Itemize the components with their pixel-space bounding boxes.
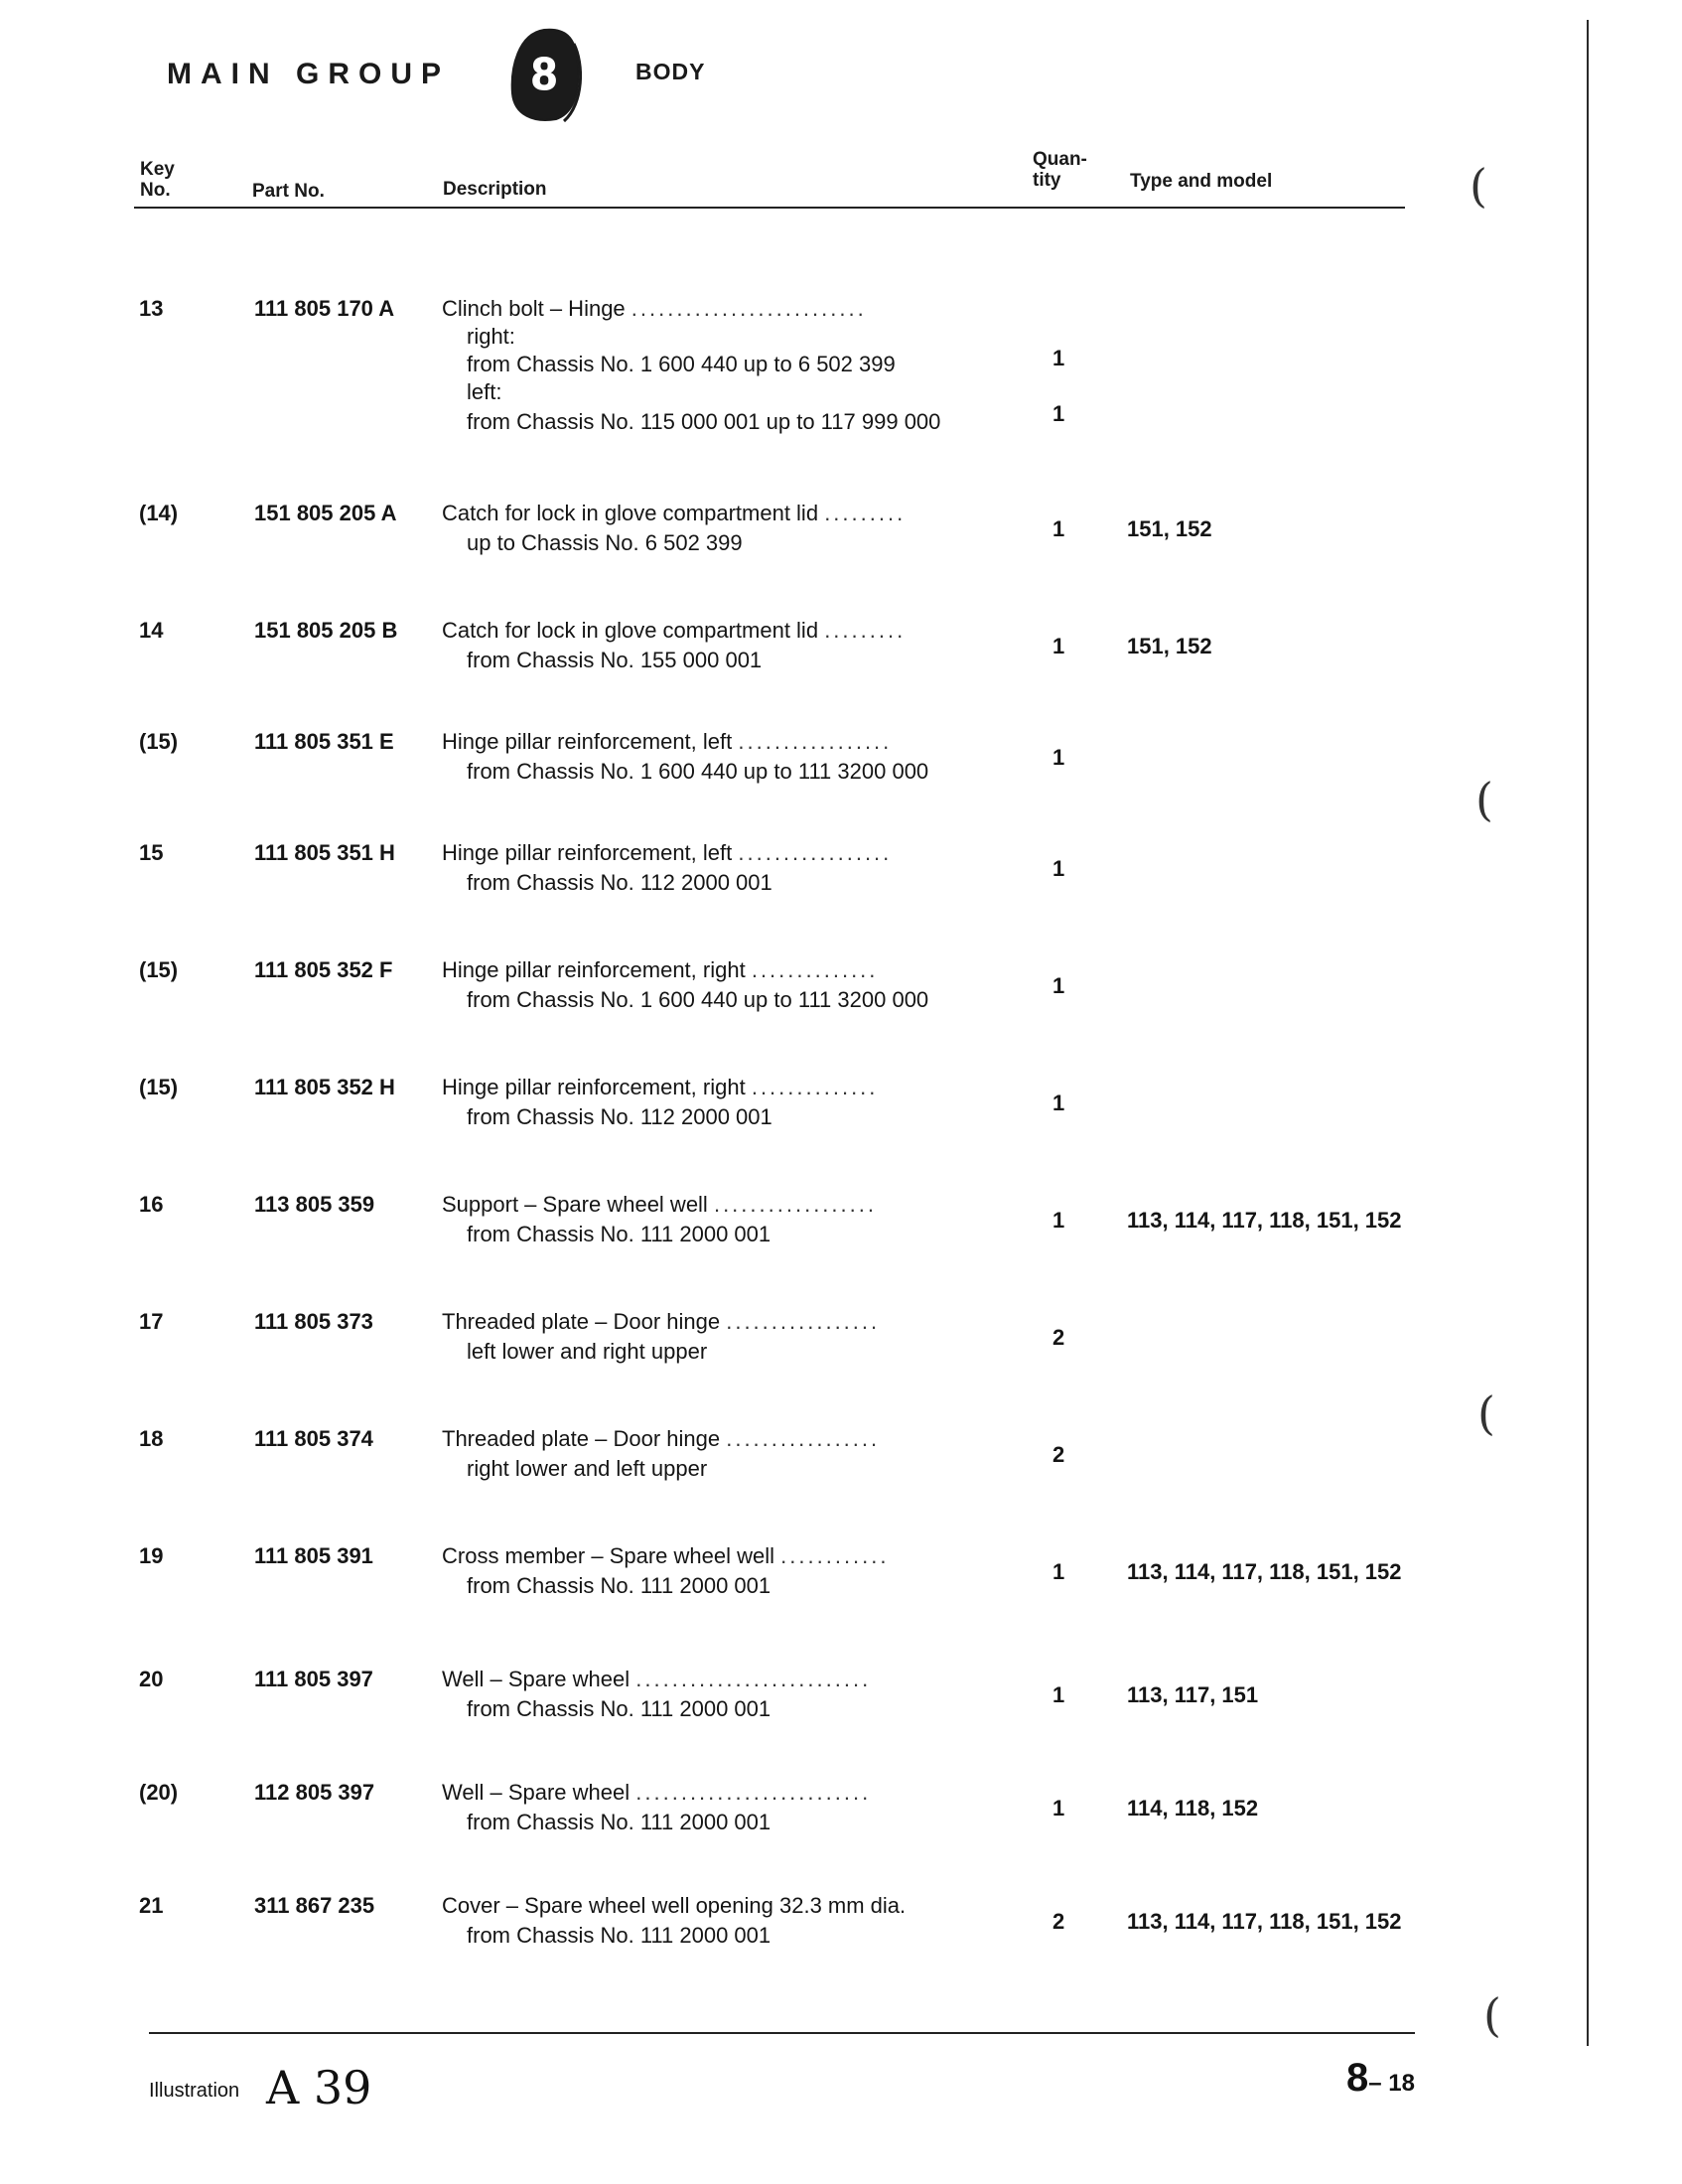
part-no: 311 867 235	[254, 1893, 375, 1918]
header-rule	[134, 207, 1405, 209]
part-no: 111 805 373	[254, 1309, 373, 1334]
quantity: 2	[1052, 1909, 1065, 1934]
key-no: 13	[139, 296, 164, 321]
description: Well – Spare wheel .......................... from Chassis No. 111 2000 001	[442, 1667, 872, 1721]
main-group-label: MAIN GROUP	[167, 58, 450, 90]
quantity: 1	[1052, 516, 1065, 541]
table-row	[139, 1541, 1470, 1621]
group-number: 8	[531, 48, 557, 99]
table-row	[139, 838, 1470, 918]
page-edge-line	[1587, 20, 1589, 2046]
part-no: 111 805 351 H	[254, 840, 395, 865]
description: Hinge pillar reinforcement, right .............. from Chassis No. 1 600 440 up to 111 3200 000	[442, 957, 929, 1012]
key-no: (15)	[139, 957, 179, 982]
description: Support – Spare wheel well .................. from Chassis No. 111 2000 001	[442, 1192, 877, 1246]
key-no: 15	[139, 840, 164, 865]
quantity: 1	[1052, 1091, 1065, 1115]
illustration-ref: A 39	[266, 2061, 372, 2114]
table-row	[139, 1665, 1470, 1744]
col-part-no: Part No.	[252, 181, 325, 202]
part-no: 111 805 352 H	[254, 1075, 395, 1099]
page-number: 8– 18	[1346, 2056, 1415, 2100]
table-row	[139, 1891, 1470, 1970]
key-no: (15)	[139, 1075, 179, 1099]
type-model: 114, 118, 152	[1127, 1796, 1259, 1820]
part-no: 111 805 397	[254, 1667, 373, 1691]
quantity: 2	[1052, 1442, 1065, 1467]
type-model: 113, 114, 117, 118, 151, 152	[1127, 1909, 1402, 1934]
quantity: 1	[1052, 1559, 1065, 1584]
description: Cover – Spare wheel well opening 32.3 mm dia. from Chassis No. 111 2000 001	[442, 1893, 907, 1948]
key-no: (20)	[139, 1780, 179, 1805]
part-no: 112 805 397	[254, 1780, 375, 1805]
key-no: 19	[139, 1543, 164, 1568]
quantity: 1	[1052, 1682, 1065, 1707]
quantity: 1	[1052, 856, 1065, 881]
description: Hinge pillar reinforcement, left ................. from Chassis No. 1 600 440 up to 111 3200 000	[442, 729, 929, 784]
col-quantity: Quan- tity	[1033, 149, 1087, 191]
description: Catch for lock in glove compartment lid ......... from Chassis No. 155 000 001	[442, 618, 907, 672]
description: Clinch bolt – Hinge .......................... right: from Chassis No. 1 600 440 up to 6 502 399 left: from Chassis No. 115 000 001 up to 117 999 000	[442, 296, 941, 434]
table-row	[139, 1307, 1470, 1386]
key-no: (15)	[139, 729, 179, 754]
quantity: 1	[1052, 401, 1065, 426]
table-row	[139, 1190, 1470, 1269]
part-no: 111 805 351 E	[254, 729, 394, 754]
quantity: 1	[1052, 745, 1065, 770]
key-no: 16	[139, 1192, 164, 1217]
part-no: 111 805 170 A	[254, 296, 395, 321]
part-no: 113 805 359	[254, 1192, 375, 1217]
quantity: 1	[1052, 634, 1065, 658]
part-no: 111 805 374	[254, 1426, 373, 1451]
part-no: 151 805 205 B	[254, 618, 398, 643]
table-row	[139, 727, 1470, 806]
part-no: 111 805 391	[254, 1543, 373, 1568]
table-row	[139, 616, 1470, 695]
description: Hinge pillar reinforcement, left ................. from Chassis No. 112 2000 001	[442, 840, 893, 895]
quantity: 1	[1052, 1796, 1065, 1820]
key-no: 21	[139, 1893, 164, 1918]
col-description: Description	[443, 179, 547, 200]
description: Catch for lock in glove compartment lid ......... up to Chassis No. 6 502 399	[442, 501, 907, 555]
table-row	[139, 294, 1470, 434]
part-no: 111 805 352 F	[254, 957, 393, 982]
type-model: 113, 114, 117, 118, 151, 152	[1127, 1559, 1402, 1584]
key-no: (14)	[139, 501, 179, 525]
binding-mark: (	[1470, 159, 1487, 213]
key-no: 14	[139, 618, 164, 643]
description: Threaded plate – Door hinge ................. left lower and right upper	[442, 1309, 881, 1364]
type-model: 113, 114, 117, 118, 151, 152	[1127, 1208, 1402, 1233]
binding-mark: (	[1475, 773, 1493, 826]
quantity: 1	[1052, 973, 1065, 998]
table-row	[139, 499, 1470, 578]
type-model: 113, 117, 151	[1127, 1682, 1259, 1707]
description: Well – Spare wheel .......................... from Chassis No. 111 2000 001	[442, 1780, 872, 1834]
section-title: BODY	[635, 59, 706, 84]
binding-mark: (	[1483, 1988, 1501, 2042]
key-no: 18	[139, 1426, 164, 1451]
key-no: 17	[139, 1309, 164, 1334]
footer-rule	[149, 2032, 1415, 2034]
part-no: 151 805 205 A	[254, 501, 397, 525]
quantity: 2	[1052, 1325, 1065, 1350]
quantity: 1	[1052, 346, 1065, 370]
table-row	[139, 1073, 1470, 1152]
key-no: 20	[139, 1667, 164, 1691]
table-row	[139, 1778, 1470, 1857]
binding-mark: (	[1477, 1386, 1495, 1440]
description: Hinge pillar reinforcement, right .............. from Chassis No. 112 2000 001	[442, 1075, 879, 1129]
col-key-no: Key No.	[140, 159, 175, 201]
leader-dots: ..........................	[631, 296, 867, 321]
table-row	[139, 955, 1470, 1035]
type-model: 151, 152	[1127, 634, 1212, 658]
col-type-model: Type and model	[1130, 171, 1273, 192]
type-model: 151, 152	[1127, 516, 1212, 541]
illustration-label: Illustration	[149, 2080, 240, 2102]
table-row	[139, 1424, 1470, 1504]
quantity: 1	[1052, 1208, 1065, 1233]
description: Cross member – Spare wheel well ............ from Chassis No. 111 2000 001	[442, 1543, 890, 1598]
group-number-badge	[504, 24, 584, 123]
description: Threaded plate – Door hinge ................. right lower and left upper	[442, 1426, 881, 1481]
